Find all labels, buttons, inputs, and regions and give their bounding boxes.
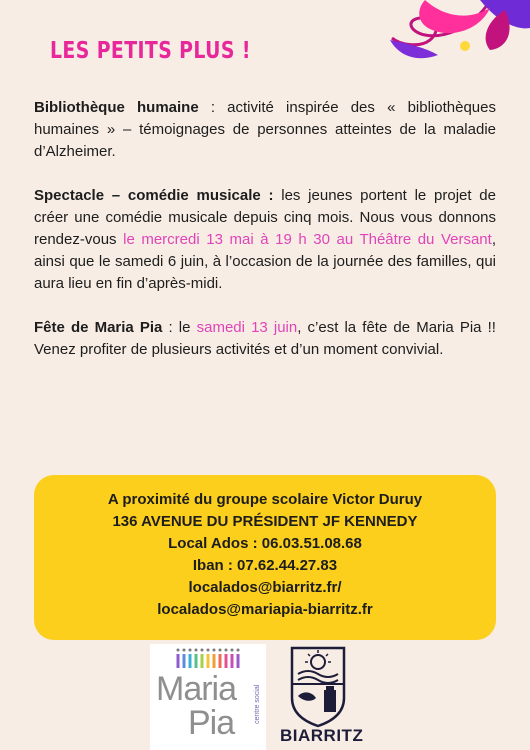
maria-pia-logo <box>150 644 266 750</box>
maria-pia-subtitle: centre social <box>254 684 261 724</box>
info-email-1[interactable]: localados@biarritz.fr/ <box>188 579 342 596</box>
info-phone-local-ados: Local Ados : 06.03.51.08.68 <box>168 535 362 552</box>
paragraph-fete <box>34 317 496 361</box>
info-phone-iban: Iban : 07.62.44.27.83 <box>192 557 338 574</box>
decorative-flourish <box>330 0 530 70</box>
info-box <box>34 475 496 640</box>
paragraph-spectacle <box>34 185 496 295</box>
maria-pia-word-pia: Pia <box>188 704 235 742</box>
paragraph-text: les jeunes portent le projet de créer une comédie musicale depuis cinq mois. Nous vous donnons rendez-vous <box>34 187 496 248</box>
page-title: LES PETITS PLUS ! <box>50 38 251 64</box>
highlight-date: samedi 13 juin <box>196 319 298 336</box>
maria-pia-word-maria: Maria <box>156 670 237 708</box>
paragraph-bibliotheque <box>34 97 496 163</box>
paragraph-text: , c’est la fête de Maria Pia !! Venez profiter de plusieurs activités et d’un moment convivial. <box>34 319 496 358</box>
paragraph-label: Spectacle – comédie musicale : <box>34 187 274 204</box>
content-body <box>34 97 496 383</box>
paragraph-label: Bibliothèque humaine <box>34 99 199 116</box>
paragraph-text: , ainsi que le samedi 6 juin, à l’occasion de la journée des familles, qui aura lieu en fin d’après-midi. <box>34 231 496 292</box>
highlight-date: le mercredi 13 mai à 19 h 30 au Théâtre du Versant <box>123 231 492 248</box>
paragraph-text: : activité inspirée des « bibliothèques humaines » – témoignages de personnes atteintes de la maladie d’Alzheimer. <box>34 99 496 160</box>
biarritz-label: BIARRITZ <box>280 726 364 745</box>
paragraph-label: Fête de Maria Pia <box>34 319 163 336</box>
info-location: A proximité du groupe scolaire Victor Duruy <box>107 491 423 508</box>
info-email-2[interactable]: localados@mariapia-biarritz.fr <box>157 601 373 618</box>
paragraph-text: : le <box>162 319 197 336</box>
info-address: 136 AVENUE DU PRÉSIDENT JF KENNEDY <box>112 513 418 530</box>
